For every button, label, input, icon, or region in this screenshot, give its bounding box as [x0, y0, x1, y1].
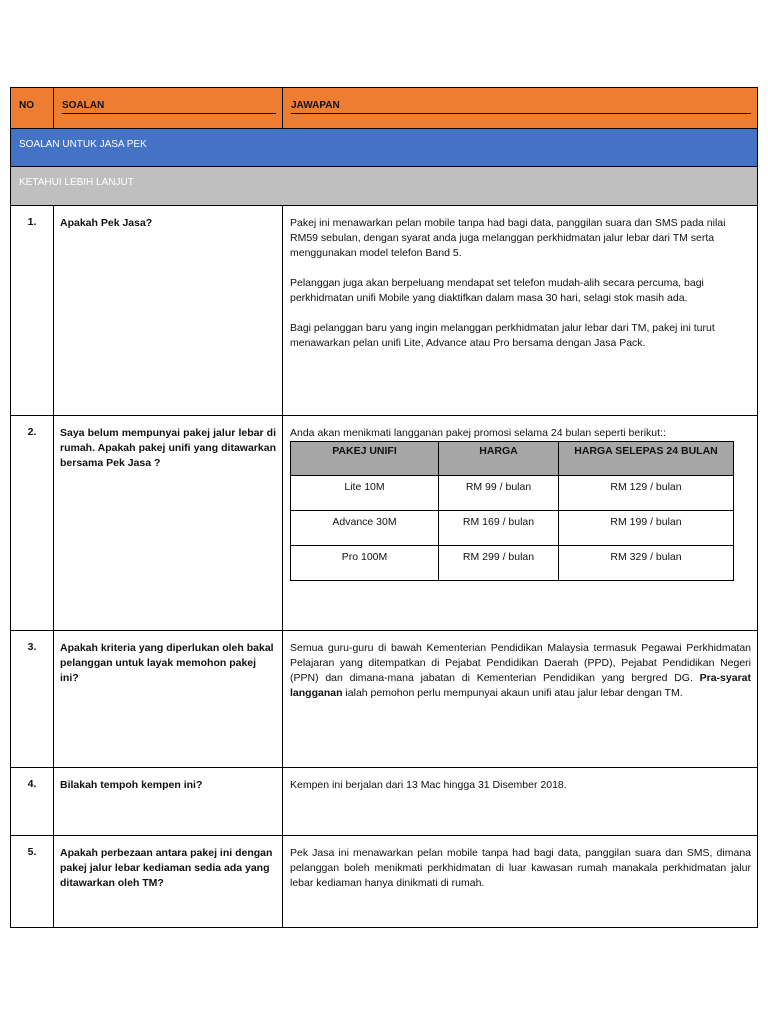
- faq-row-5: [11, 836, 758, 928]
- header-jawapan-cell: [283, 88, 758, 129]
- row-number: 2.: [11, 416, 54, 631]
- faq-row-2: [11, 416, 758, 631]
- package-price-after: RM 129 / bulan: [559, 476, 734, 511]
- header-soalan: SOALAN: [62, 100, 276, 114]
- row-number: 1.: [11, 206, 54, 416]
- package-table: [290, 441, 734, 581]
- answer-cell: Pek Jasa ini menawarkan pelan mobile tanpa had bagi data, panggilan suara dan SMS, dimana pelanggan boleh menikmati perkhidmatan di luar kawasan rumah manakala perkhidmatan jalur lebar kediaman hanya dinikmati di rumah.: [283, 836, 758, 928]
- answer-bold-text: Pra-syarat langganan: [290, 672, 751, 699]
- package-row: [291, 511, 734, 546]
- package-name: Lite 10M: [291, 476, 439, 511]
- row-number: 5.: [11, 836, 54, 928]
- package-row: [291, 476, 734, 511]
- faq-row-1: [11, 206, 758, 416]
- subsection-title: KETAHUI LEBIH LANJUT: [19, 177, 134, 188]
- section-title: SOALAN UNTUK JASA PEK: [19, 139, 147, 150]
- package-price-after: RM 199 / bulan: [559, 511, 734, 546]
- question-text: Apakah kriteria yang diperlukan oleh bakal pelanggan untuk layak memohon pakej ini?: [54, 631, 283, 768]
- package-price: RM 299 / bulan: [439, 546, 559, 581]
- answer-intro: Anda akan menikmati langganan pakej promosi selama 24 bulan seperti berikut::: [290, 427, 666, 439]
- answer-paragraph: Pelanggan juga akan berpeluang mendapat set telefon mudah-alih secara percuma, bagi perkhidmatan unifi Mobile yang diaktifkan dalam masa 30 hari, selagi stok masih ada.: [290, 277, 704, 304]
- header-no: NO: [19, 100, 34, 111]
- package-price: RM 99 / bulan: [439, 476, 559, 511]
- col-header-pakej: PAKEJ UNIFI: [291, 442, 439, 476]
- question-text: Apakah perbezaan antara pakej ini dengan pakej jalur lebar kediaman sedia ada yang ditawarkan oleh TM?: [54, 836, 283, 928]
- answer-paragraph: Pakej ini menawarkan pelan mobile tanpa had bagi data, panggilan suara dan SMS pada nilai RM59 sebulan, dengan syarat anda juga melanggan perkhidmatan jalur lebar dari TM serta menggunakan model telefon Band 5.: [290, 217, 726, 259]
- question-text: Bilakah tempoh kempen ini?: [54, 768, 283, 836]
- answer-cell: [283, 631, 758, 768]
- col-header-harga-selepas: HARGA SELEPAS 24 BULAN: [559, 442, 734, 476]
- faq-table: [10, 87, 758, 928]
- answer-paragraph: Bagi pelanggan baru yang ingin melanggan perkhidmatan jalur lebar dari TM, pakej ini turut menawarkan pelan unifi Lite, Advance atau Pro bersama dengan Jasa Pack.: [290, 322, 715, 349]
- package-price-after: RM 329 / bulan: [559, 546, 734, 581]
- question-text: Saya belum mempunyai pakej jalur lebar di rumah. Apakah pakej unifi yang ditawarkan bersama Pek Jasa ?: [54, 416, 283, 631]
- header-soalan-cell: [54, 88, 283, 129]
- header-jawapan: JAWAPAN: [291, 100, 751, 114]
- package-name: Pro 100M: [291, 546, 439, 581]
- package-price: RM 169 / bulan: [439, 511, 559, 546]
- package-row: [291, 546, 734, 581]
- package-table-header: [291, 442, 734, 476]
- header-row: [11, 88, 758, 129]
- row-number: 4.: [11, 768, 54, 836]
- faq-row-3: [11, 631, 758, 768]
- answer-text: Semua guru-guru di bawah Kementerian Pendidikan Malaysia termasuk Pegawai Perkhidmatan Pelajaran yang ditempatkan di Pejabat Pendidikan Daerah (PPD), Pejabat Pendidikan Negeri (PPN) dan dimana-mana jabatan di Kementerian Pendidikan yang bergred DG.: [290, 642, 751, 684]
- col-header-harga: HARGA: [439, 442, 559, 476]
- section-row: [11, 129, 758, 167]
- faq-row-4: [11, 768, 758, 836]
- header-no-cell: [11, 88, 54, 129]
- answer-text: ialah pemohon perlu mempunyai akaun unifi atau jalur lebar dengan TM.: [342, 687, 683, 699]
- answer-cell: Kempen ini berjalan dari 13 Mac hingga 31 Disember 2018.: [283, 768, 758, 836]
- row-number: 3.: [11, 631, 54, 768]
- answer-cell: [283, 416, 758, 631]
- subsection-row: [11, 167, 758, 206]
- answer-cell: [283, 206, 758, 416]
- package-name: Advance 30M: [291, 511, 439, 546]
- question-text: Apakah Pek Jasa?: [54, 206, 283, 416]
